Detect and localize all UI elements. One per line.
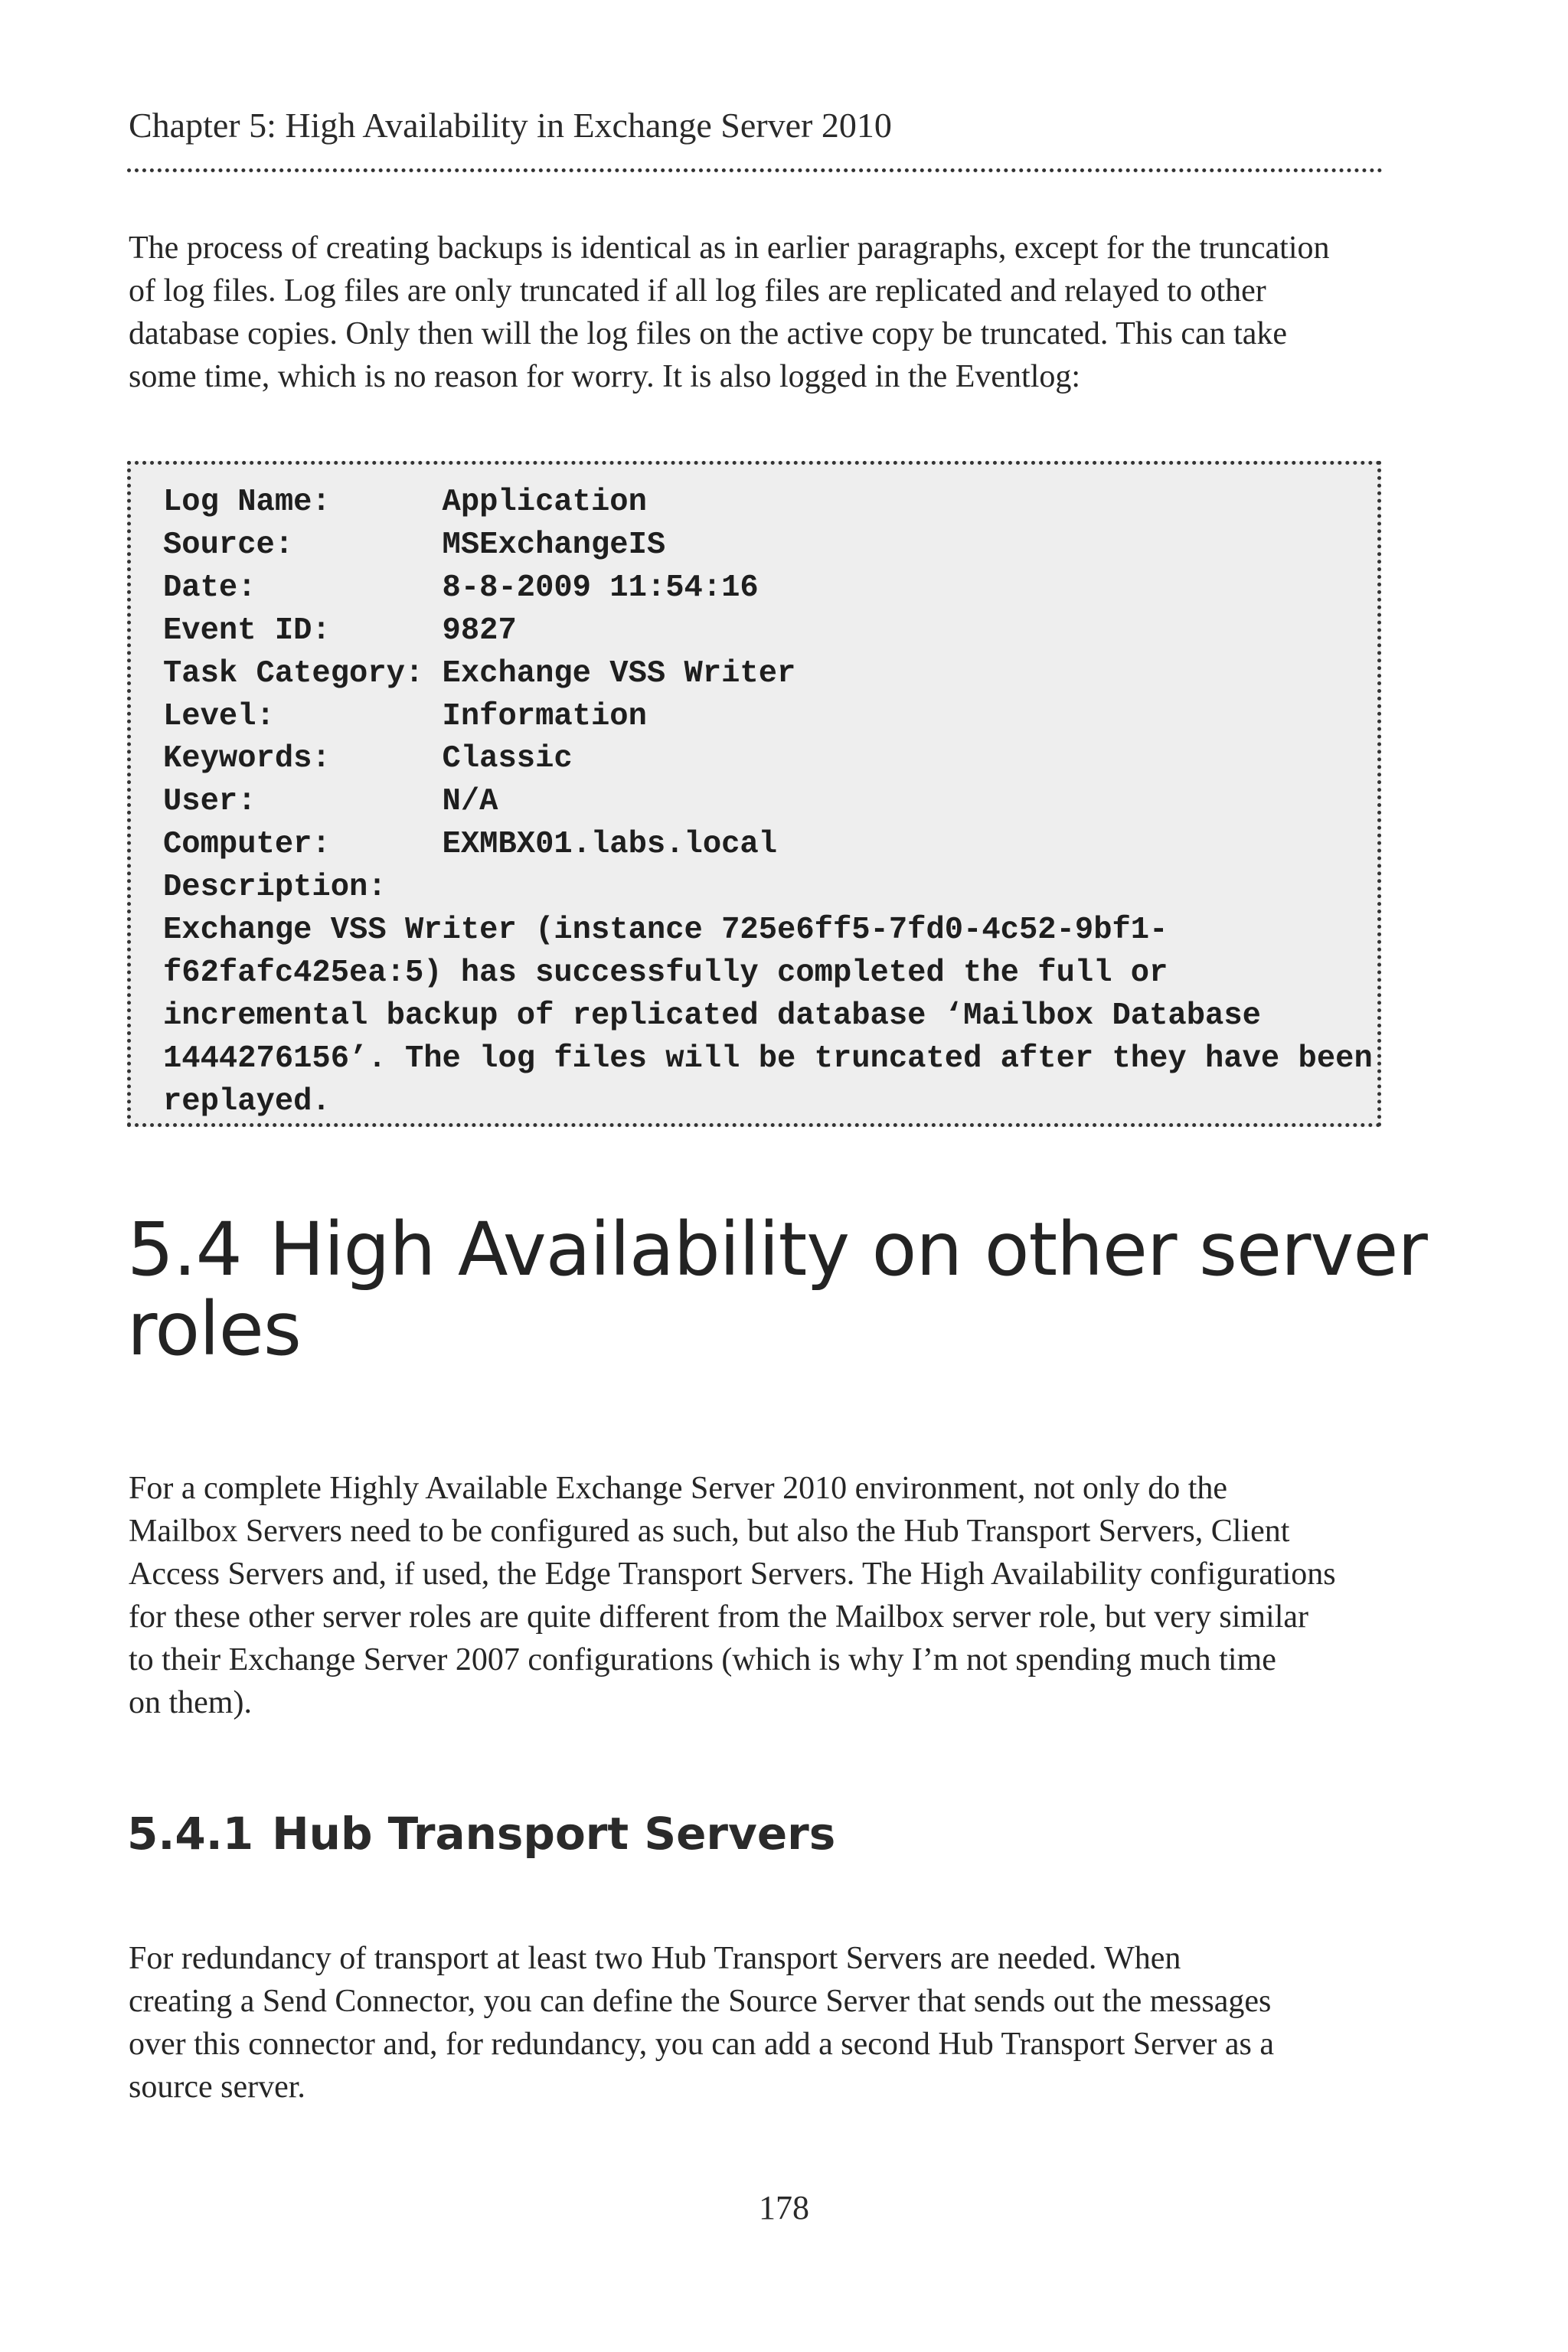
- code-line: User: N/A: [163, 784, 498, 820]
- paragraph-line: to their Exchange Server 2007 configurations (which is why I’m not spending much time: [129, 1642, 1276, 1677]
- code-line: 1444276156’. The log files will be truncated after they have been: [163, 1040, 1373, 1076]
- header-divider: [127, 168, 1383, 172]
- code-line: Event ID: 9827: [163, 612, 517, 648]
- paragraph-line: creating a Send Connector, you can define the Source Server that sends out the messages: [129, 1984, 1272, 2019]
- paragraph-line: The process of creating backups is identical as in earlier paragraphs, except for the truncation: [129, 230, 1330, 266]
- paragraph-line: some time, which is no reason for worry. It is also logged in the Eventlog:: [129, 359, 1081, 394]
- paragraph-line: on them).: [129, 1685, 252, 1720]
- subsection-heading: [127, 1807, 835, 1860]
- code-line: incremental backup of replicated database ‘Mailbox Database: [163, 998, 1261, 1034]
- code-line: Level: Information: [163, 698, 647, 734]
- code-line: Date: 8-8-2009 11:54:16: [163, 570, 759, 606]
- event-log-lines: [163, 482, 1373, 1124]
- code-line: Description:: [163, 870, 387, 906]
- section-title: High Availability on other server: [269, 1207, 1427, 1292]
- code-line: Exchange VSS Writer (instance 725e6ff5-7fd0-4c52-9bf1-: [163, 913, 1168, 949]
- subsection-number: 5.4.1: [127, 1808, 254, 1860]
- section-heading: [127, 1207, 1427, 1372]
- paragraph-line: database copies. Only then will the log files on the active copy be truncated. This can take: [129, 316, 1288, 351]
- paragraph-line: For a complete Highly Available Exchange Server 2010 environment, not only do the: [129, 1471, 1228, 1506]
- code-line: Task Category: Exchange VSS Writer: [163, 655, 796, 691]
- subsection-paragraph: [129, 1937, 1377, 2109]
- paragraph-line: of log files. Log files are only truncated if all log files are replicated and relayed to other: [129, 273, 1266, 309]
- page-number: 178: [759, 2189, 809, 2226]
- running-header: Chapter 5: High Availability in Exchange Server 2010: [129, 106, 892, 145]
- event-log-code-block: [127, 461, 1381, 1127]
- subsection-title: Hub Transport Servers: [272, 1808, 836, 1860]
- paragraph-line: Mailbox Servers need to be configured as such, but also the Hub Transport Servers, Client: [129, 1514, 1290, 1549]
- code-line: Log Name: Application: [163, 485, 647, 520]
- code-line: Source: MSExchangeIS: [163, 527, 666, 563]
- section-heading-line: [127, 1207, 1427, 1292]
- section-title-continued: roles: [127, 1286, 301, 1372]
- paragraph-line: source server.: [129, 2069, 305, 2105]
- paragraph-line: for these other server roles are quite different from the Mailbox server role, but very similar: [129, 1599, 1308, 1635]
- section-number: 5.4: [127, 1207, 242, 1292]
- code-line: Keywords: Classic: [163, 741, 573, 777]
- paragraph-line: For redundancy of transport at least two Hub Transport Servers are needed. When: [129, 1941, 1181, 1976]
- code-line: Computer: EXMBX01.labs.local: [163, 827, 778, 863]
- code-line: replayed.: [163, 1083, 331, 1119]
- section-paragraph: [129, 1467, 1377, 1724]
- paragraph-line: over this connector and, for redundancy, you can add a second Hub Transport Server as a: [129, 2027, 1275, 2062]
- paragraph-line: Access Servers and, if used, the Edge Transport Servers. The High Availability configurations: [129, 1557, 1336, 1592]
- code-line: f62fafc425ea:5) has successfully completed the full or: [163, 955, 1168, 991]
- intro-paragraph: [129, 227, 1377, 398]
